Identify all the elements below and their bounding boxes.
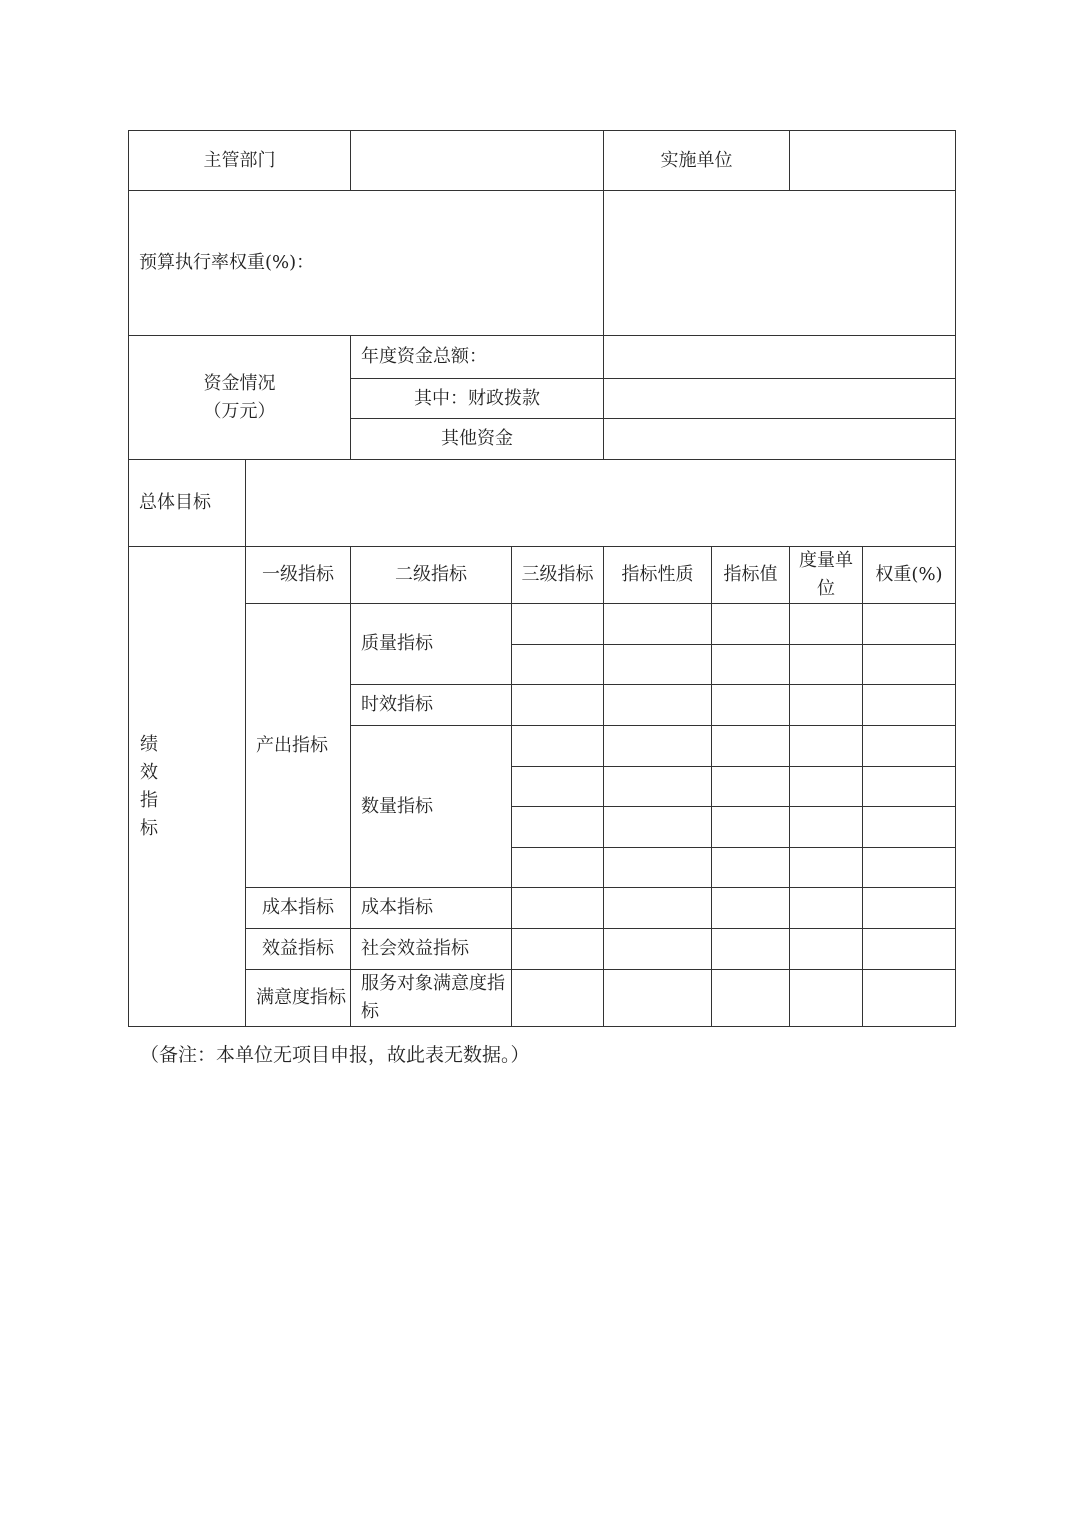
dept-label: 主管部门 bbox=[129, 131, 351, 191]
empty-cell bbox=[604, 604, 712, 645]
funds-total-label: 年度资金总额： bbox=[351, 336, 604, 379]
empty-cell bbox=[604, 726, 712, 767]
empty-cell bbox=[604, 807, 712, 848]
indicator-section-char: 绩 bbox=[140, 733, 158, 755]
empty-cell bbox=[604, 888, 712, 929]
empty-cell bbox=[512, 888, 604, 929]
budget-rate-label: 预算执行率权重(%)： bbox=[129, 191, 604, 336]
column-header: 三级指标 bbox=[512, 547, 604, 604]
funds-row-total bbox=[129, 336, 956, 379]
column-header: 指标值 bbox=[712, 547, 790, 604]
empty-cell bbox=[512, 848, 604, 888]
empty-cell bbox=[863, 604, 956, 645]
goal-label: 总体目标 bbox=[129, 460, 246, 547]
empty-cell bbox=[712, 645, 790, 685]
level1-cost: 成本指标 bbox=[246, 888, 351, 929]
empty-cell bbox=[512, 645, 604, 685]
column-header: 度量单位 bbox=[790, 547, 863, 604]
dept-value-cell bbox=[351, 131, 604, 191]
empty-cell bbox=[712, 888, 790, 929]
empty-cell bbox=[712, 685, 790, 726]
indicator-row bbox=[129, 888, 956, 929]
level2-service-satisfaction: 服务对象满意度指标 bbox=[351, 970, 512, 1027]
empty-cell bbox=[790, 848, 863, 888]
empty-cell bbox=[512, 970, 604, 1027]
funds-other-label: 其他资金 bbox=[351, 419, 604, 460]
empty-cell bbox=[790, 767, 863, 807]
indicator-section-char: 指 bbox=[140, 789, 158, 811]
empty-cell bbox=[604, 645, 712, 685]
empty-cell bbox=[790, 685, 863, 726]
empty-cell bbox=[512, 726, 604, 767]
indicator-row bbox=[129, 929, 956, 970]
empty-cell bbox=[604, 685, 712, 726]
empty-cell bbox=[604, 767, 712, 807]
empty-cell bbox=[863, 767, 956, 807]
level1-satisfaction: 满意度指标 bbox=[246, 970, 351, 1027]
level2-quantity: 数量指标 bbox=[351, 726, 512, 888]
funds-label-line2: （万元） bbox=[203, 400, 276, 422]
indicator-section-label bbox=[129, 547, 246, 1027]
empty-cell bbox=[790, 726, 863, 767]
empty-cell bbox=[863, 970, 956, 1027]
indicator-row bbox=[129, 604, 956, 645]
indicator-row bbox=[129, 970, 956, 1027]
empty-cell bbox=[712, 726, 790, 767]
empty-cell bbox=[512, 604, 604, 645]
level2-social: 社会效益指标 bbox=[351, 929, 512, 970]
unit-value-cell bbox=[790, 131, 956, 191]
indicator-header-row bbox=[129, 547, 956, 604]
column-header: 二级指标 bbox=[351, 547, 512, 604]
empty-cell bbox=[863, 726, 956, 767]
column-header: 指标性质 bbox=[604, 547, 712, 604]
column-header: 一级指标 bbox=[246, 547, 351, 604]
empty-cell bbox=[863, 807, 956, 848]
empty-cell bbox=[512, 807, 604, 848]
empty-cell bbox=[712, 767, 790, 807]
empty-cell bbox=[712, 929, 790, 970]
unit-label: 实施单位 bbox=[604, 131, 790, 191]
empty-cell bbox=[863, 848, 956, 888]
empty-cell bbox=[512, 767, 604, 807]
empty-cell bbox=[790, 888, 863, 929]
empty-cell bbox=[790, 604, 863, 645]
funds-label bbox=[129, 336, 351, 460]
indicator-section-char: 效 bbox=[140, 761, 158, 783]
empty-cell bbox=[712, 970, 790, 1027]
level1-output: 产出指标 bbox=[246, 604, 351, 888]
level2-cost: 成本指标 bbox=[351, 888, 512, 929]
level2-quality: 质量指标 bbox=[351, 604, 512, 685]
budget-rate-value-cell bbox=[604, 191, 956, 336]
performance-goal-table bbox=[128, 130, 956, 1027]
footer-note: （备注：本单位无项目申报，故此表无数据。） bbox=[140, 1044, 530, 1066]
empty-cell bbox=[790, 645, 863, 685]
empty-cell bbox=[863, 645, 956, 685]
empty-cell bbox=[863, 685, 956, 726]
level1-benefit: 效益指标 bbox=[246, 929, 351, 970]
funds-fiscal-value-cell bbox=[604, 379, 956, 419]
indicator-section-char: 标 bbox=[140, 817, 158, 839]
empty-cell bbox=[512, 685, 604, 726]
empty-cell bbox=[790, 929, 863, 970]
funds-fiscal-label: 其中：财政拨款 bbox=[351, 379, 604, 419]
empty-cell bbox=[604, 848, 712, 888]
funds-label-line1: 资金情况 bbox=[203, 372, 276, 394]
empty-cell bbox=[604, 929, 712, 970]
empty-cell bbox=[790, 970, 863, 1027]
empty-cell bbox=[712, 848, 790, 888]
empty-cell bbox=[512, 929, 604, 970]
column-header: 权重(%) bbox=[863, 547, 956, 604]
funds-other-value-cell bbox=[604, 419, 956, 460]
level2-timeliness: 时效指标 bbox=[351, 685, 512, 726]
empty-cell bbox=[863, 888, 956, 929]
empty-cell bbox=[790, 807, 863, 848]
budget-row bbox=[129, 191, 956, 336]
header-row bbox=[129, 131, 956, 191]
funds-total-value-cell bbox=[604, 336, 956, 379]
empty-cell bbox=[712, 604, 790, 645]
goal-value-cell bbox=[246, 460, 956, 547]
goal-row bbox=[129, 460, 956, 547]
empty-cell bbox=[712, 807, 790, 848]
empty-cell bbox=[863, 929, 956, 970]
empty-cell bbox=[604, 970, 712, 1027]
